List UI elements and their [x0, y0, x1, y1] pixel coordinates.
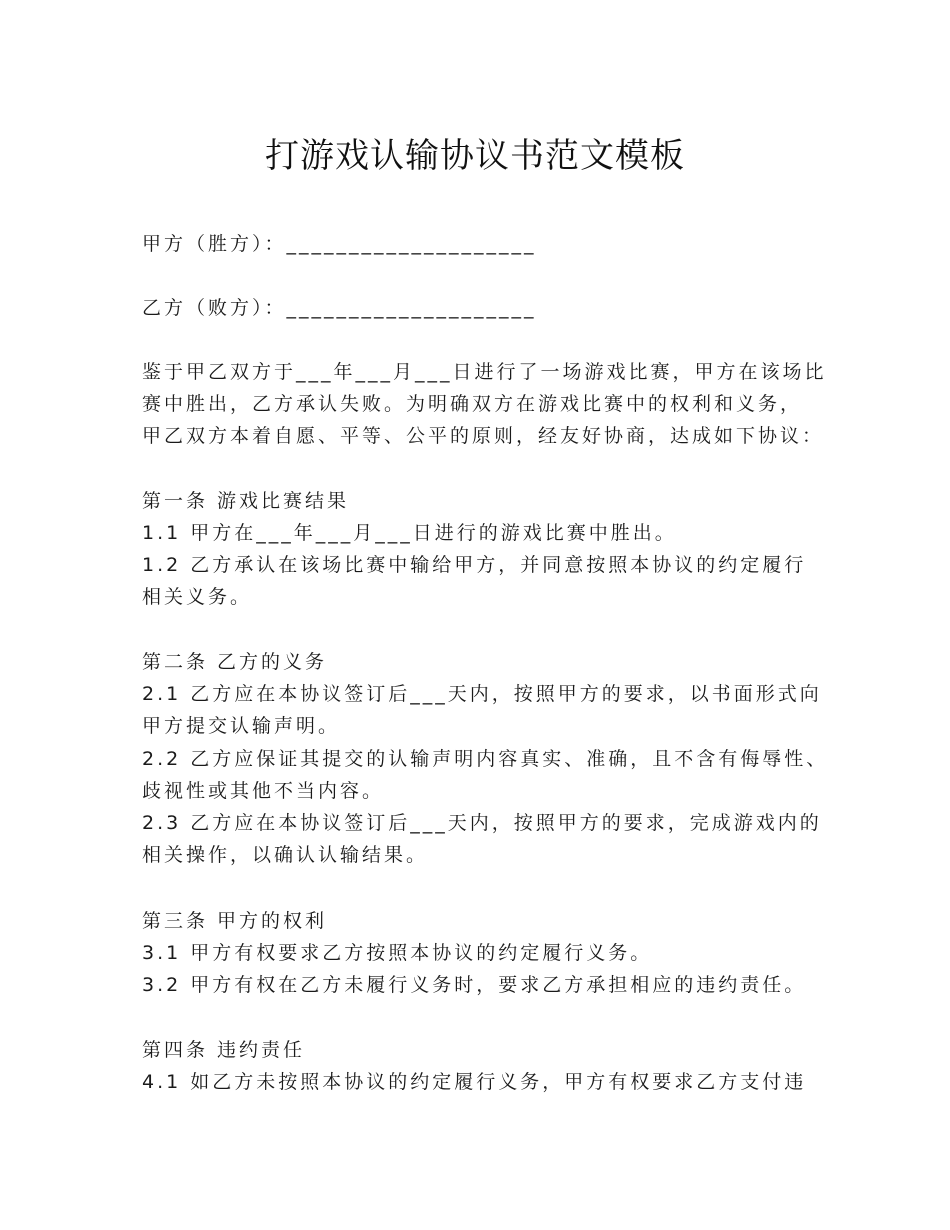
- article-3-line-1: 3.1 甲方有权要求乙方按照本协议的约定履行义务。: [142, 942, 653, 964]
- article-2-line-5: 2.3 乙方应在本协议签订后___天内，按照甲方的要求，完成游戏内的: [142, 812, 822, 834]
- preamble-line-2: 赛中胜出，乙方承认失败。为明确双方在游戏比赛中的权利和义务，: [142, 393, 803, 415]
- party-b-line: 乙方（败方）：____________________: [142, 297, 537, 319]
- article-2-heading: 第二条 乙方的义务: [142, 651, 328, 673]
- article-2-line-6: 相关操作，以确认认输结果。: [142, 844, 429, 866]
- article-1-line-1: 1.1 甲方在___年___月___日进行的游戏比赛中胜出。: [142, 522, 677, 544]
- article-2-line-3: 2.2 乙方应保证其提交的认输声明内容真实、准确，且不含有侮辱性、: [142, 748, 829, 770]
- article-3-line-2: 3.2 甲方有权在乙方未履行义务时，要求乙方承担相应的违约责任。: [142, 974, 807, 996]
- article-2-line-1: 2.1 乙方应在本协议签订后___天内，按照甲方的要求，以书面形式向: [142, 683, 822, 705]
- article-4-heading: 第四条 违约责任: [142, 1039, 306, 1061]
- article-1-heading: 第一条 游戏比赛结果: [142, 490, 350, 512]
- preamble-line-1: 鉴于甲乙双方于___年___月___日进行了一场游戏比赛，甲方在该场比: [142, 361, 827, 383]
- preamble-line-3: 甲乙双方本着自愿、平等、公平的原则，经友好协商，达成如下协议：: [142, 425, 825, 447]
- party-a-line: 甲方（胜方）：____________________: [142, 233, 537, 255]
- article-1-line-3: 相关义务。: [142, 586, 253, 608]
- article-2-line-4: 歧视性或其他不当内容。: [142, 780, 385, 802]
- article-4-line-1: 4.1 如乙方未按照本协议的约定履行义务，甲方有权要求乙方支付违: [142, 1071, 807, 1093]
- article-1-line-2: 1.2 乙方承认在该场比赛中输给甲方，并同意按照本协议的约定履行: [142, 554, 807, 576]
- article-2-line-2: 甲方提交认输声明。: [142, 715, 341, 737]
- document-title: 打游戏认输协议书范文模板: [265, 136, 685, 176]
- article-3-heading: 第三条 甲方的权利: [142, 910, 328, 932]
